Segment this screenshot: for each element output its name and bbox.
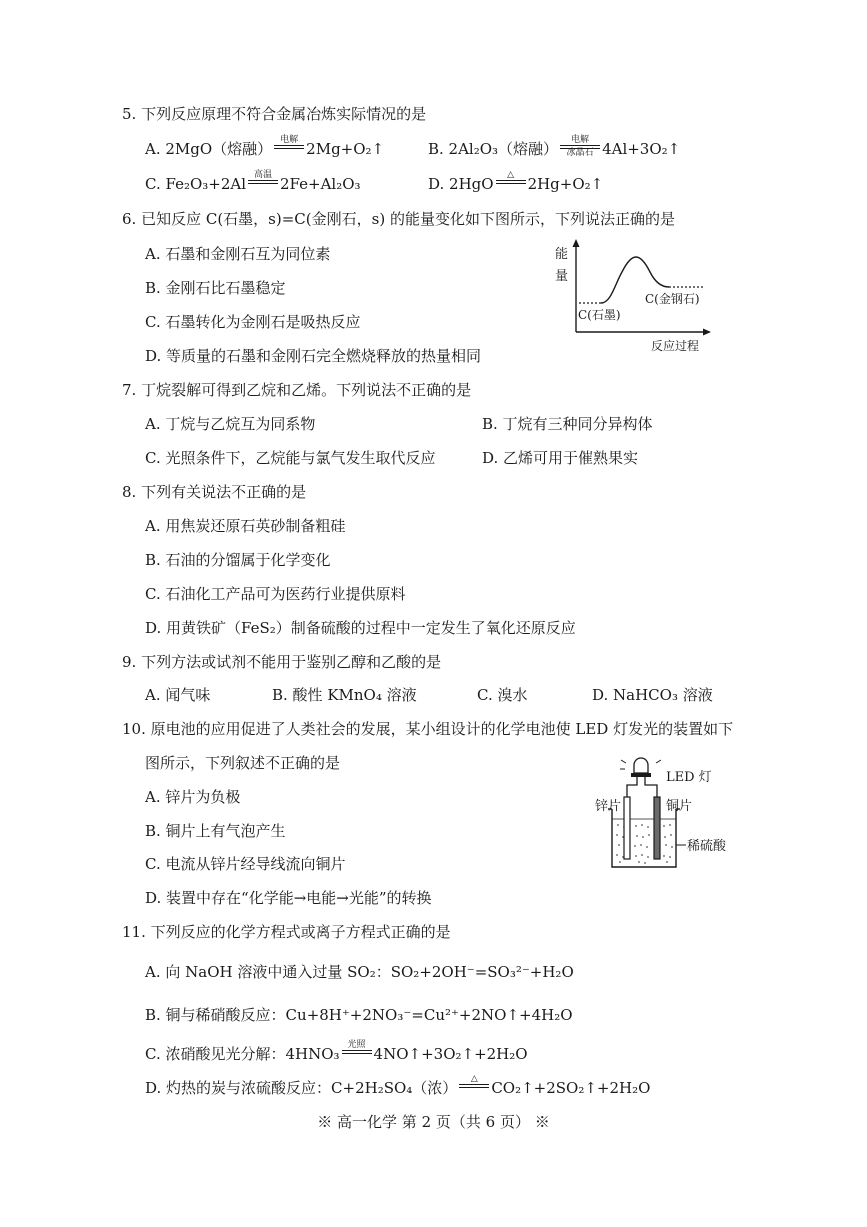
q10-option-a: A. 锌片为负极: [145, 788, 241, 806]
q10-option-c: C. 电流从锌片经导线流向铜片: [145, 855, 346, 873]
q5-option-d: D. 2HgO △ 2Hg+O₂↑: [428, 170, 604, 193]
energy-x-arrow: [703, 329, 711, 336]
q8-option-b: B. 石油的分馏属于化学变化: [145, 551, 331, 569]
led-base: [631, 773, 651, 777]
graphite-label: C(石墨): [578, 308, 621, 322]
beaker: [612, 809, 676, 867]
q7-stem: 7. 丁烷裂解可得到乙烷和乙烯。下列说法不正确的是: [122, 381, 472, 399]
q9-option-c: C. 溴水: [477, 686, 528, 704]
led-label: LED 灯: [666, 770, 712, 785]
q10-stem-line-1: 10. 原电池的应用促进了人类社会的发展，某小组设计的化学电池使 LED 灯发光的装置如下: [122, 720, 734, 738]
q9-option-d: D. NaHCO₃ 溶液: [592, 686, 713, 704]
copper-electrode: [654, 797, 660, 859]
reaction-process-label: 反应过程: [651, 339, 700, 353]
q11-option-a: A. 向 NaOH 溶液中通入过量 SO₂：SO₂+2OH⁻=SO₃²⁻+H₂O: [145, 963, 574, 981]
q8-option-a: A. 用焦炭还原石英砂制备粗硅: [145, 517, 346, 535]
q10-option-d: D. 装置中存在“化学能→电能→光能”的转换: [145, 889, 432, 907]
q9-option-b: B. 酸性 KMnO₄ 溶液: [272, 686, 417, 704]
copper-wire: [645, 777, 657, 797]
q9-stem: 9. 下列方法或试剂不能用于鉴别乙醇和乙酸的是: [122, 653, 442, 671]
q6-option-a: A. 石墨和金刚石互为同位素: [145, 245, 331, 263]
q11-stem: 11. 下列反应的化学方程式或离子方程式正确的是: [122, 923, 451, 941]
q8-option-d: D. 用黄铁矿（FeS₂）制备硫酸的过程中一定发生了氧化还原反应: [145, 619, 576, 637]
q5-option-c: C. Fe₂O₃+2Al 高温 2Fe+Al₂O₃: [145, 170, 361, 193]
q9-option-a: A. 闻气味: [145, 686, 211, 704]
energy-diagram: [545, 236, 720, 354]
q5-option-b: B. 2Al₂O₃（熔融） 电解 冰晶石 4Al+3O₂↑: [428, 135, 681, 158]
battery-diagram: [590, 753, 740, 875]
q11-option-c: C. 浓硝酸见光分解：4HNO₃ 光照 4NO↑+3O₂↑+2H₂O: [145, 1040, 528, 1063]
q11-option-d: D. 灼热的炭与浓硫酸反应：C+2H₂SO₄（浓） △ CO₂↑+2SO₂↑+2H₂O: [145, 1074, 651, 1097]
zinc-label: 锌片: [595, 799, 622, 814]
copper-label: 铜片: [666, 799, 693, 814]
energy-y-arrow: [573, 239, 580, 247]
q10-option-b: B. 铜片上有气泡产生: [145, 822, 286, 840]
q7-option-d: D. 乙烯可用于催熟果实: [482, 449, 639, 467]
q10-stem-line-2: 图所示，下列叙述不正确的是: [145, 754, 341, 772]
q7-option-b: B. 丁烷有三种同分异构体: [482, 415, 653, 433]
energy-axis-label-1: 能: [555, 247, 569, 262]
q5-option-a: A. 2MgO（熔融） 电解 2Mg+O₂↑: [145, 135, 385, 158]
q6-option-d: D. 等质量的石墨和金刚石完全燃烧释放的热量相同: [145, 347, 482, 365]
q11-option-b: B. 铜与稀硝酸反应：Cu+8H⁺+2NO₃⁻=Cu²⁺+2NO↑+4H₂O: [145, 1006, 573, 1024]
q8-stem: 8. 下列有关说法不正确的是: [122, 483, 307, 501]
q8-option-c: C. 石油化工产品可为医药行业提供原料: [145, 585, 406, 603]
zinc-electrode: [624, 797, 630, 859]
acid-label: 稀硫酸: [687, 839, 727, 854]
q6-stem: 6. 已知反应 C(石墨，s)=C(金刚石，s) 的能量变化如下图所示，下列说法正确的是: [122, 210, 675, 228]
q6-option-b: B. 金刚石比石墨稳定: [145, 279, 286, 297]
diamond-label: C(金钢石): [645, 292, 700, 306]
q7-option-a: A. 丁烷与乙烷互为同系物: [145, 415, 316, 433]
page-footer: ※ 高一化学 第 2 页（共 6 页） ※: [317, 1113, 550, 1131]
energy-axis-label-2: 量: [555, 269, 569, 284]
q7-option-c: C. 光照条件下，乙烷能与氯气发生取代反应: [145, 449, 436, 467]
led-bulb-icon: [634, 758, 648, 773]
zinc-wire: [627, 777, 637, 797]
q5-stem: 5. 下列反应原理不符合金属冶炼实际情况的是: [122, 105, 427, 123]
q6-option-c: C. 石墨转化为金刚石是吸热反应: [145, 313, 361, 331]
